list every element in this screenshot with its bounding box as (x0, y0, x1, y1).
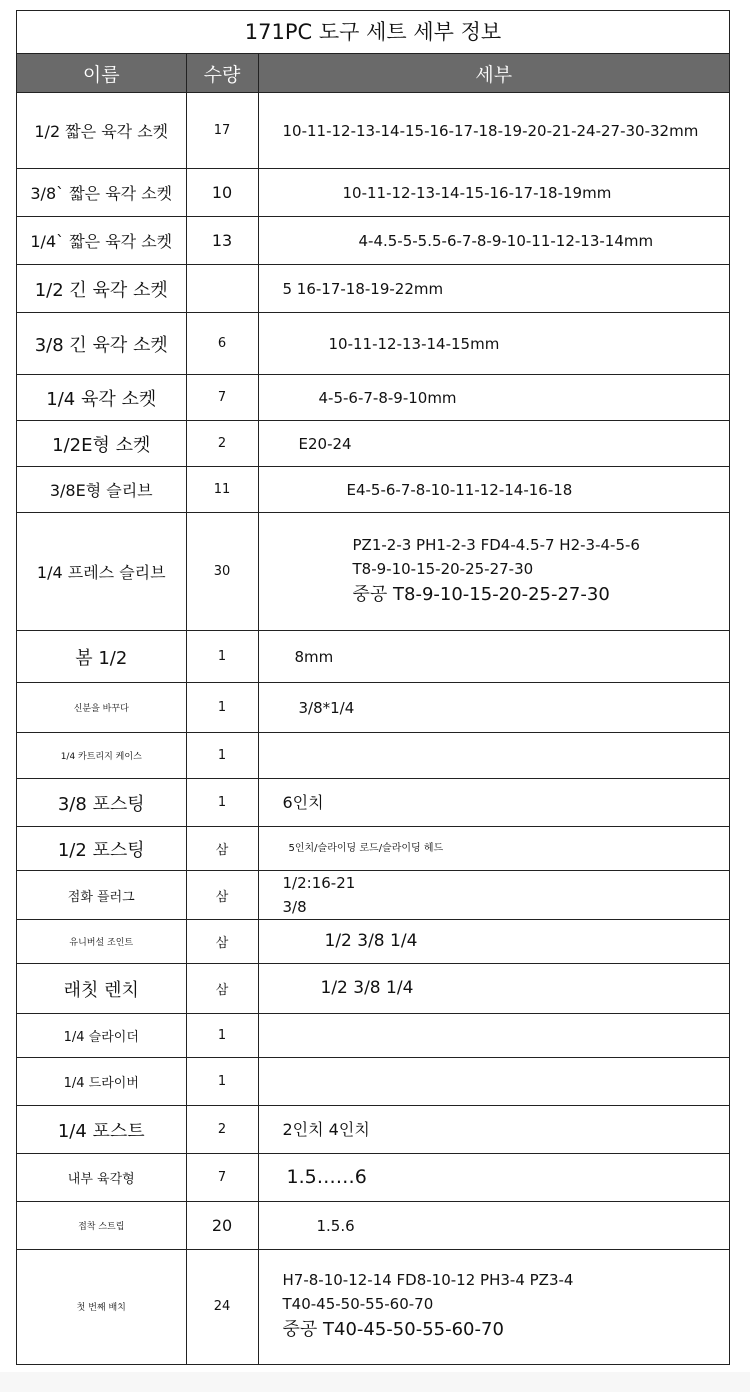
item-detail (258, 513, 729, 631)
detail-line: 4-4.5-5-5.5-6-7-8-9-10-11-12-13-14mm (358, 231, 654, 250)
sheet-title: 171PC 도구 세트 세부 정보 (17, 11, 729, 54)
detail-line: 4-5-6-7-8-9-10mm (318, 388, 457, 407)
spec-sheet (16, 10, 730, 1365)
item-detail (258, 169, 729, 217)
table-row (17, 1106, 729, 1154)
table-row (17, 313, 729, 375)
item-detail (258, 1202, 729, 1250)
table-row (17, 467, 729, 513)
item-qty: 17 (186, 93, 258, 169)
item-name: 1/2 긴 육각 소켓 (17, 265, 186, 313)
item-qty: 1 (186, 779, 258, 827)
detail-line: 1.5.6 (316, 1216, 355, 1235)
detail-line: 5 16-17-18-19-22mm (282, 279, 444, 298)
item-qty: 2 (186, 421, 258, 467)
table-row (17, 683, 729, 733)
item-name: 1/4 슬라이더 (17, 1014, 186, 1058)
table-row (17, 733, 729, 779)
item-detail (258, 313, 729, 375)
detail-line: 1/2:16-21 (282, 874, 356, 892)
item-qty: 1 (186, 1014, 258, 1058)
detail-line: E4-5-6-7-8-10-11-12-14-16-18 (346, 480, 573, 499)
item-qty: 삼 (186, 964, 258, 1014)
item-name: 1/4` 짧은 육각 소켓 (17, 217, 186, 265)
item-detail (258, 421, 729, 467)
table-row (17, 93, 729, 169)
item-detail (258, 1250, 729, 1364)
detail-line: PZ1-2-3 PH1-2-3 FD4-4.5-7 H2-3-4-5-6 (352, 536, 640, 555)
item-qty: 1 (186, 1058, 258, 1106)
item-name: 1/2E형 소켓 (17, 421, 186, 467)
detail-line: 중공 T40-45-50-55-60-70 (282, 1319, 504, 1341)
table-row (17, 421, 729, 467)
item-qty: 삼 (186, 920, 258, 964)
item-detail (258, 1014, 729, 1058)
item-name: 첫 번째 배치 (17, 1250, 186, 1364)
item-name: 1/4 포스트 (17, 1106, 186, 1154)
item-detail (258, 964, 729, 1014)
item-name: 1/4 육각 소켓 (17, 375, 186, 421)
item-qty: 20 (186, 1202, 258, 1250)
detail-line: 10-11-12-13-14-15-16-17-18-19-20-21-24-27-30-32mm (282, 121, 699, 140)
item-qty: 11 (186, 467, 258, 513)
item-qty (186, 265, 258, 313)
item-qty: 7 (186, 1154, 258, 1202)
item-qty: 삼 (186, 827, 258, 871)
item-name: 신분을 바꾸다 (17, 683, 186, 733)
item-detail (258, 779, 729, 827)
item-detail (258, 827, 729, 871)
detail-line: 2인치 4인치 (282, 1119, 370, 1139)
item-name: 내부 육각형 (17, 1154, 186, 1202)
table-body (17, 93, 729, 1364)
item-detail (258, 1106, 729, 1154)
item-name: 접착 스트립 (17, 1202, 186, 1250)
item-name: 1/4 카트리지 케이스 (17, 733, 186, 779)
item-name: 점화 플러그 (17, 871, 186, 920)
item-detail (258, 1058, 729, 1106)
item-name: 1/2 포스팅 (17, 827, 186, 871)
table-row (17, 779, 729, 827)
item-detail (258, 217, 729, 265)
detail-line: 3/8 (282, 898, 307, 916)
item-name: 3/8 포스팅 (17, 779, 186, 827)
item-qty: 1 (186, 733, 258, 779)
table-row (17, 375, 729, 421)
item-name: 봄 1/2 (17, 631, 186, 683)
detail-line: 10-11-12-13-14-15mm (328, 334, 500, 353)
item-detail (258, 375, 729, 421)
detail-line: E20-24 (298, 434, 352, 453)
item-qty: 7 (186, 375, 258, 421)
header-row (17, 54, 729, 93)
header-name: 이름 (17, 54, 186, 93)
item-detail (258, 265, 729, 313)
table-row (17, 1014, 729, 1058)
item-name: 1/4 드라이버 (17, 1058, 186, 1106)
detail-line: 6인치 (282, 792, 324, 812)
table-row (17, 920, 729, 964)
table-row (17, 871, 729, 920)
item-qty: 13 (186, 217, 258, 265)
item-detail (258, 467, 729, 513)
detail-line: T8-9-10-15-20-25-27-30 (352, 560, 534, 579)
item-name: 3/8` 짧은 육각 소켓 (17, 169, 186, 217)
item-name: 1/4 프레스 슬리브 (17, 513, 186, 631)
bottom-strip (0, 1372, 750, 1392)
item-qty: 2 (186, 1106, 258, 1154)
table-row (17, 265, 729, 313)
item-name: 3/8E형 슬리브 (17, 467, 186, 513)
header-qty: 수량 (186, 54, 258, 93)
item-qty: 30 (186, 513, 258, 631)
header-detail: 세부 (258, 54, 729, 93)
item-detail (258, 631, 729, 683)
detail-line: 10-11-12-13-14-15-16-17-18-19mm (342, 183, 612, 202)
detail-line: 1/2 3/8 1/4 (324, 930, 418, 951)
table-row (17, 513, 729, 631)
item-detail (258, 733, 729, 779)
detail-line: 8mm (294, 647, 334, 666)
table-row (17, 169, 729, 217)
spec-table (17, 54, 729, 1364)
item-qty: 10 (186, 169, 258, 217)
table-row (17, 1202, 729, 1250)
item-qty: 삼 (186, 871, 258, 920)
item-qty: 1 (186, 631, 258, 683)
detail-line: H7-8-10-12-14 FD8-10-12 PH3-4 PZ3-4 (282, 1271, 574, 1290)
table-row (17, 1154, 729, 1202)
table-row (17, 1250, 729, 1364)
item-name: 래칫 렌치 (17, 964, 186, 1014)
detail-line: 3/8*1/4 (298, 698, 355, 717)
item-name: 1/2 짧은 육각 소켓 (17, 93, 186, 169)
item-name: 유니버설 조인트 (17, 920, 186, 964)
item-qty: 24 (186, 1250, 258, 1364)
table-row (17, 631, 729, 683)
item-name: 3/8 긴 육각 소켓 (17, 313, 186, 375)
table-row (17, 964, 729, 1014)
table-row (17, 827, 729, 871)
detail-line: 5인치/슬라이딩 로드/슬라이딩 헤드 (288, 842, 444, 854)
item-detail (258, 683, 729, 733)
item-qty: 6 (186, 313, 258, 375)
item-qty: 1 (186, 683, 258, 733)
item-detail (258, 871, 729, 920)
item-detail (258, 1154, 729, 1202)
detail-line: 1.5……6 (286, 1166, 367, 1189)
detail-line: 1/2 3/8 1/4 (320, 977, 414, 998)
item-detail (258, 93, 729, 169)
table-row (17, 1058, 729, 1106)
detail-line: 중공 T8-9-10-15-20-25-27-30 (352, 584, 610, 606)
detail-line: T40-45-50-55-60-70 (282, 1295, 434, 1314)
table-row (17, 217, 729, 265)
item-detail (258, 920, 729, 964)
